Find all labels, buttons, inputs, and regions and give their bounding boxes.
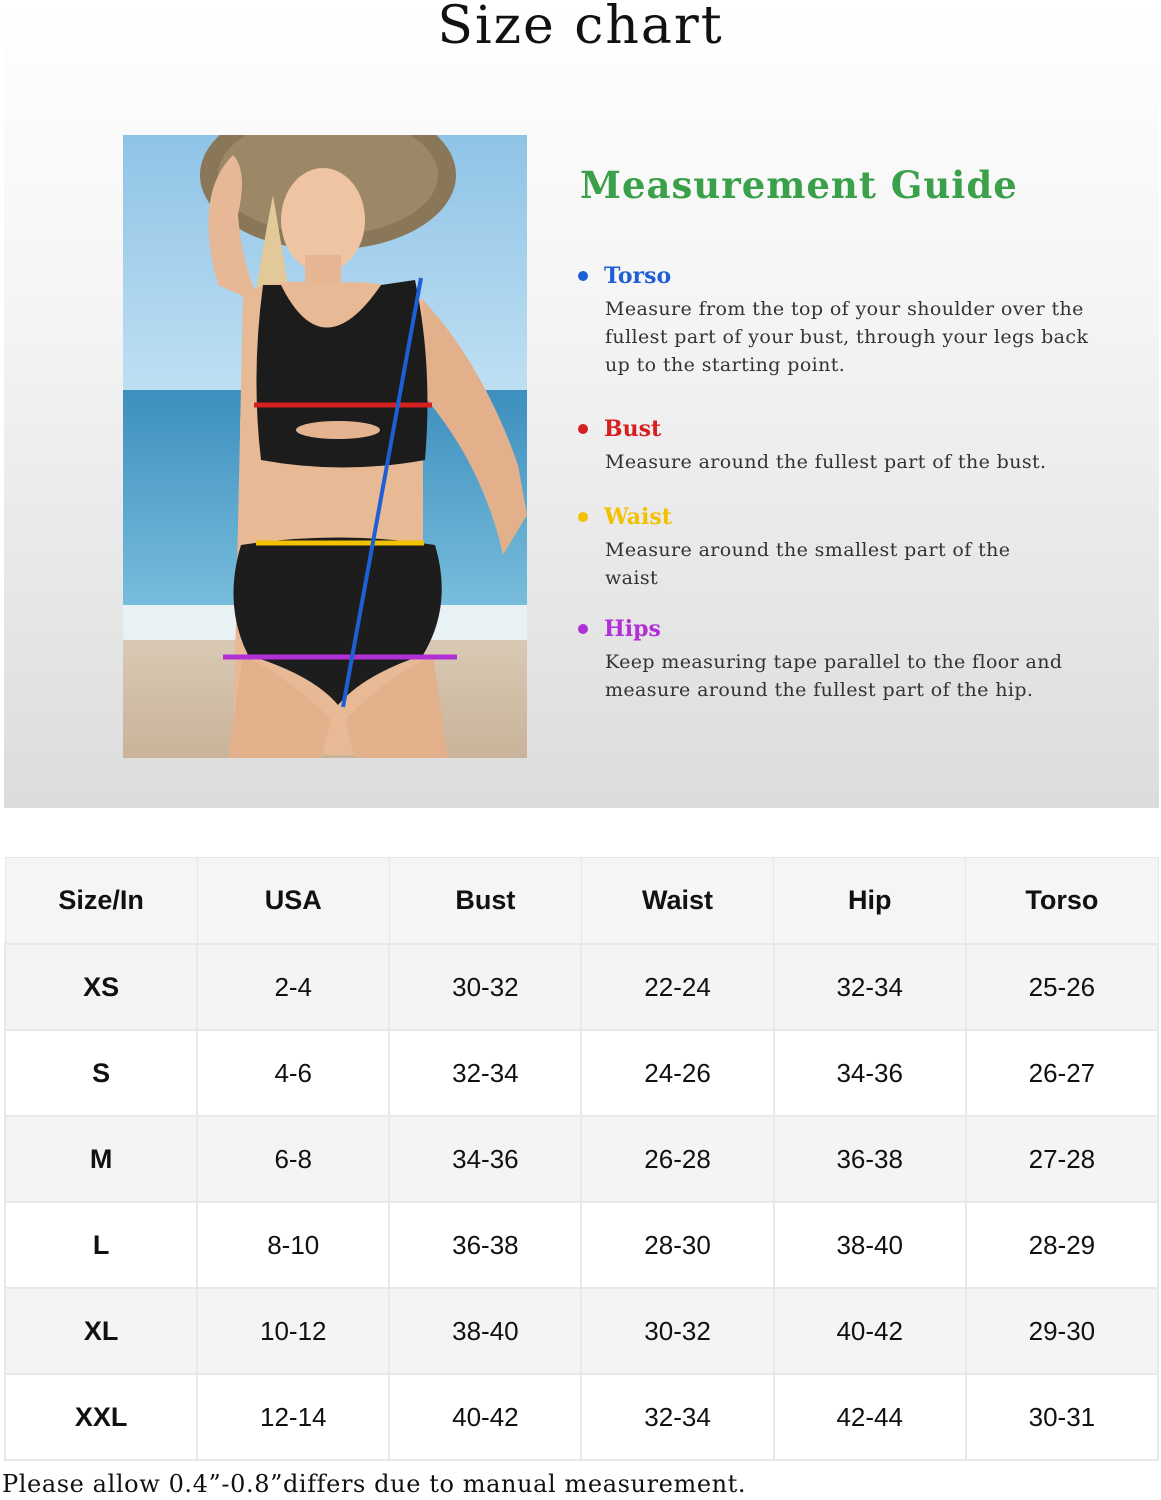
table-row bbox=[5, 1202, 1158, 1288]
table-cell: 36-38 bbox=[389, 1202, 581, 1288]
table-cell: 34-36 bbox=[389, 1116, 581, 1202]
table-cell: M bbox=[5, 1116, 197, 1202]
page-title: Size chart bbox=[437, 0, 724, 56]
guide-item-text: Keep measuring tape parallel to the floor and measure around the fullest part of the hip. bbox=[605, 651, 1063, 701]
guide-item-hips bbox=[578, 616, 1062, 704]
table-cell: 38-40 bbox=[389, 1288, 581, 1374]
table-cell: 12-14 bbox=[197, 1374, 389, 1460]
table-cell: 6-8 bbox=[197, 1116, 389, 1202]
column-header: Bust bbox=[389, 858, 581, 945]
table-cell: 29-30 bbox=[966, 1288, 1158, 1374]
column-header: USA bbox=[197, 858, 389, 945]
table-cell: 30-32 bbox=[581, 1288, 773, 1374]
table-cell: 25-26 bbox=[966, 944, 1158, 1030]
table-cell: 22-24 bbox=[581, 944, 773, 1030]
table-cell: 2-4 bbox=[197, 944, 389, 1030]
bullet-icon bbox=[578, 424, 588, 434]
table-cell: S bbox=[5, 1030, 197, 1116]
table-cell: 28-30 bbox=[581, 1202, 773, 1288]
table-cell: 42-44 bbox=[774, 1374, 966, 1460]
measurement-guide-title: Measurement Guide bbox=[580, 163, 1018, 207]
guide-item-torso bbox=[578, 263, 1088, 379]
footnote: Please allow 0.4”-0.8”differs due to manual measurement. bbox=[2, 1470, 747, 1498]
column-header: Waist bbox=[581, 858, 773, 945]
table-row bbox=[5, 1288, 1158, 1374]
model-illustration bbox=[123, 135, 527, 758]
table-cell: 34-36 bbox=[774, 1030, 966, 1116]
table-cell: 30-31 bbox=[966, 1374, 1158, 1460]
bullet-icon bbox=[578, 624, 588, 634]
table-cell: XS bbox=[5, 944, 197, 1030]
table-cell: 32-34 bbox=[581, 1374, 773, 1460]
table-row bbox=[5, 1374, 1158, 1460]
guide-item-heading bbox=[578, 616, 1062, 642]
column-header: Size/In bbox=[5, 858, 197, 945]
bullet-icon bbox=[578, 512, 588, 522]
table-cell: 38-40 bbox=[774, 1202, 966, 1288]
table-cell: 36-38 bbox=[774, 1116, 966, 1202]
guide-item-heading bbox=[578, 416, 1047, 442]
guide-item-label: Bust bbox=[604, 416, 662, 442]
guide-item-label: Torso bbox=[604, 263, 672, 289]
table-cell: XXL bbox=[5, 1374, 197, 1460]
table-cell: 4-6 bbox=[197, 1030, 389, 1116]
guide-item-waist bbox=[578, 504, 1010, 592]
table-cell: 8-10 bbox=[197, 1202, 389, 1288]
table-row bbox=[5, 1030, 1158, 1116]
column-header: Torso bbox=[966, 858, 1158, 945]
table-cell: 40-42 bbox=[389, 1374, 581, 1460]
table-cell: 10-12 bbox=[197, 1288, 389, 1374]
size-table bbox=[4, 857, 1159, 1461]
guide-item-heading bbox=[578, 504, 1010, 530]
table-cell: 24-26 bbox=[581, 1030, 773, 1116]
table-cell: 30-32 bbox=[389, 944, 581, 1030]
bullet-icon bbox=[578, 271, 588, 281]
guide-item-heading bbox=[578, 263, 1088, 289]
table-cell: XL bbox=[5, 1288, 197, 1374]
table-row bbox=[5, 944, 1158, 1030]
table-row bbox=[5, 1116, 1158, 1202]
table-cell: 26-28 bbox=[581, 1116, 773, 1202]
guide-item-bust bbox=[578, 416, 1047, 476]
guide-item-text: Measure around the smallest part of the waist bbox=[605, 539, 1011, 589]
table-header-row bbox=[5, 858, 1158, 945]
guide-item-text: Measure from the top of your shoulder over the fullest part of your bust, through your legs back up to the starting point. bbox=[605, 298, 1089, 376]
model-photo bbox=[123, 135, 527, 758]
table-cell: 27-28 bbox=[966, 1116, 1158, 1202]
table-cell: 40-42 bbox=[774, 1288, 966, 1374]
table-cell: 28-29 bbox=[966, 1202, 1158, 1288]
table-cell: 32-34 bbox=[389, 1030, 581, 1116]
table-cell: L bbox=[5, 1202, 197, 1288]
guide-item-label: Waist bbox=[604, 504, 672, 530]
table-cell: 26-27 bbox=[966, 1030, 1158, 1116]
guide-item-text: Measure around the fullest part of the bust. bbox=[605, 451, 1047, 473]
table-cell: 32-34 bbox=[774, 944, 966, 1030]
column-header: Hip bbox=[774, 858, 966, 945]
guide-item-label: Hips bbox=[604, 616, 661, 642]
